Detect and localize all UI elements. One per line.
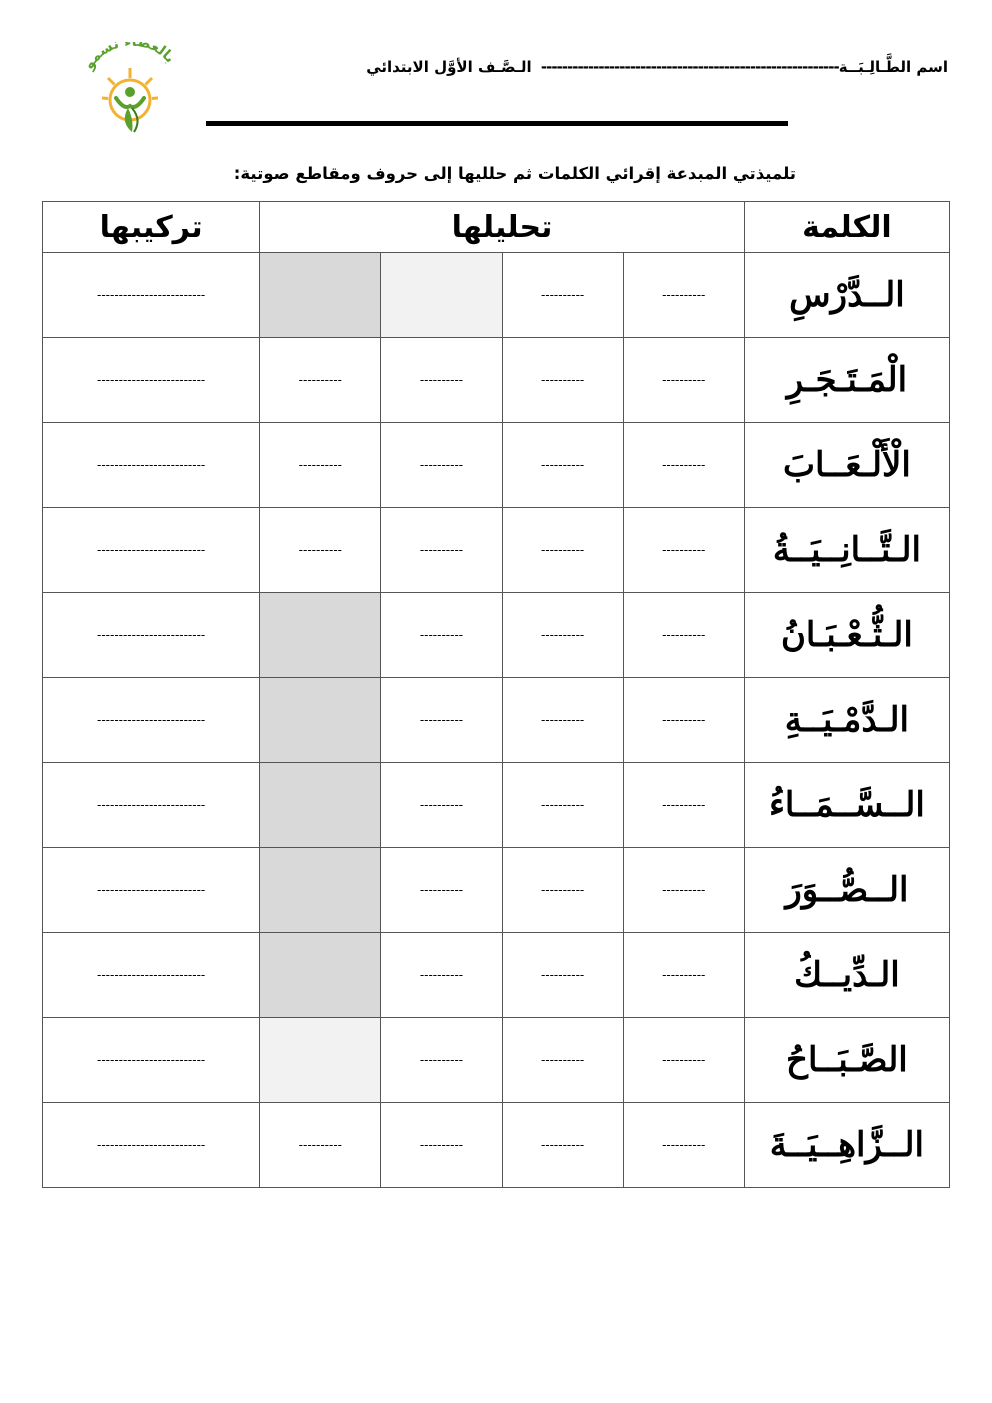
table-row	[43, 763, 950, 848]
word-cell: الصَّـبَــاحُ	[744, 1018, 949, 1103]
word-cell: الــسَّــمَــاءُ	[744, 763, 949, 848]
synthesis-cell[interactable]: -------------------------	[43, 678, 260, 763]
analysis-cell[interactable]: ----------	[502, 338, 623, 423]
analysis-cell[interactable]: ----------	[381, 1018, 502, 1103]
analysis-cell[interactable]: ----------	[502, 508, 623, 593]
table-row	[43, 338, 950, 423]
analysis-cell[interactable]: ----------	[502, 678, 623, 763]
word-cell: الْمَـتَـجَـرِ	[744, 338, 949, 423]
analysis-cell[interactable]: ----------	[623, 338, 744, 423]
analysis-cell[interactable]: ----------	[623, 763, 744, 848]
analysis-cell[interactable]: ----------	[623, 678, 744, 763]
synthesis-cell[interactable]: -------------------------	[43, 848, 260, 933]
analysis-cell[interactable]	[260, 593, 381, 678]
analysis-cell[interactable]: ----------	[381, 1103, 502, 1188]
analysis-cell[interactable]	[260, 678, 381, 763]
word-cell: الـدِّيــكُ	[744, 933, 949, 1018]
table-row	[43, 848, 950, 933]
analysis-cell[interactable]	[260, 253, 381, 338]
analysis-cell[interactable]: ----------	[502, 253, 623, 338]
grade-label: الـصَّـف الأوَّل الابتدائي	[366, 58, 532, 76]
analysis-cell[interactable]: ----------	[623, 933, 744, 1018]
analysis-cell[interactable]	[381, 253, 502, 338]
analysis-cell[interactable]: ----------	[623, 593, 744, 678]
name-field-dashes[interactable]: ---------------------------------------------------------	[540, 58, 839, 76]
header-synthesis: تركيبها	[43, 202, 260, 253]
table-row	[43, 253, 950, 338]
instruction-text: تلميذتي المبدعة إقرائي الكلمات ثم حلليها إلى حروف ومقاطع صوتية:	[233, 164, 796, 183]
analysis-cell[interactable]	[260, 763, 381, 848]
logo-text: بالعط نسمو	[80, 42, 178, 73]
analysis-cell[interactable]	[260, 848, 381, 933]
synthesis-cell[interactable]: -------------------------	[43, 1103, 260, 1188]
student-name-label: اسم الطَّـالِـبَــة	[838, 58, 948, 76]
analysis-cell[interactable]	[260, 933, 381, 1018]
hands-sun-logo-icon	[72, 42, 190, 138]
analysis-cell[interactable]: ----------	[381, 763, 502, 848]
synthesis-cell[interactable]: -------------------------	[43, 763, 260, 848]
analysis-cell[interactable]: ----------	[502, 423, 623, 508]
header-word: الكلمة	[744, 202, 949, 253]
word-cell: الـتَّــانِــيَــةُ	[744, 508, 949, 593]
analysis-cell[interactable]: ----------	[260, 508, 381, 593]
analysis-cell[interactable]: ----------	[381, 338, 502, 423]
synthesis-cell[interactable]: -------------------------	[43, 933, 260, 1018]
analysis-cell[interactable]: ----------	[623, 1103, 744, 1188]
worksheet-table	[42, 201, 950, 1188]
synthesis-cell[interactable]: -------------------------	[43, 338, 260, 423]
analysis-cell[interactable]: ----------	[623, 848, 744, 933]
table-row	[43, 1103, 950, 1188]
analysis-cell[interactable]: ----------	[502, 1103, 623, 1188]
analysis-cell[interactable]: ----------	[381, 678, 502, 763]
table-row	[43, 423, 950, 508]
analysis-cell[interactable]: ----------	[502, 933, 623, 1018]
synthesis-cell[interactable]: -------------------------	[43, 1018, 260, 1103]
header-analysis: تحليلها	[260, 202, 745, 253]
analysis-cell[interactable]: ----------	[381, 508, 502, 593]
analysis-cell[interactable]: ----------	[502, 848, 623, 933]
table-row	[43, 1018, 950, 1103]
analysis-cell[interactable]: ----------	[260, 338, 381, 423]
header-line	[228, 58, 948, 76]
analysis-cell[interactable]: ----------	[623, 1018, 744, 1103]
analysis-cell[interactable]: ----------	[260, 423, 381, 508]
word-cell: الــزَّاهِــيَــةَ	[744, 1103, 949, 1188]
analysis-cell[interactable]	[260, 1018, 381, 1103]
logo	[72, 42, 190, 138]
header-row	[43, 202, 950, 253]
analysis-cell[interactable]: ----------	[381, 423, 502, 508]
table-row	[43, 933, 950, 1018]
analysis-cell[interactable]: ----------	[381, 848, 502, 933]
header-rule	[206, 121, 788, 126]
synthesis-cell[interactable]: -------------------------	[43, 508, 260, 593]
analysis-cell[interactable]: ----------	[260, 1103, 381, 1188]
analysis-cell[interactable]: ----------	[623, 508, 744, 593]
word-cell: الــدَّرْسِ	[744, 253, 949, 338]
table-row	[43, 508, 950, 593]
analysis-cell[interactable]: ----------	[623, 253, 744, 338]
analysis-cell[interactable]: ----------	[502, 593, 623, 678]
analysis-cell[interactable]: ----------	[502, 763, 623, 848]
table-row	[43, 593, 950, 678]
analysis-cell[interactable]: ----------	[502, 1018, 623, 1103]
word-cell: الــصُّــوَرَ	[744, 848, 949, 933]
analysis-cell[interactable]: ----------	[381, 933, 502, 1018]
synthesis-cell[interactable]: -------------------------	[43, 423, 260, 508]
table-row	[43, 678, 950, 763]
synthesis-cell[interactable]: -------------------------	[43, 253, 260, 338]
analysis-cell[interactable]: ----------	[623, 423, 744, 508]
analysis-cell[interactable]: ----------	[381, 593, 502, 678]
word-cell: الـثُّـعْـبَـانُ	[744, 593, 949, 678]
synthesis-cell[interactable]: -------------------------	[43, 593, 260, 678]
word-cell: الـدَّمْـيَــةِ	[744, 678, 949, 763]
word-cell: الْأَلْـعَــابَ	[744, 423, 949, 508]
